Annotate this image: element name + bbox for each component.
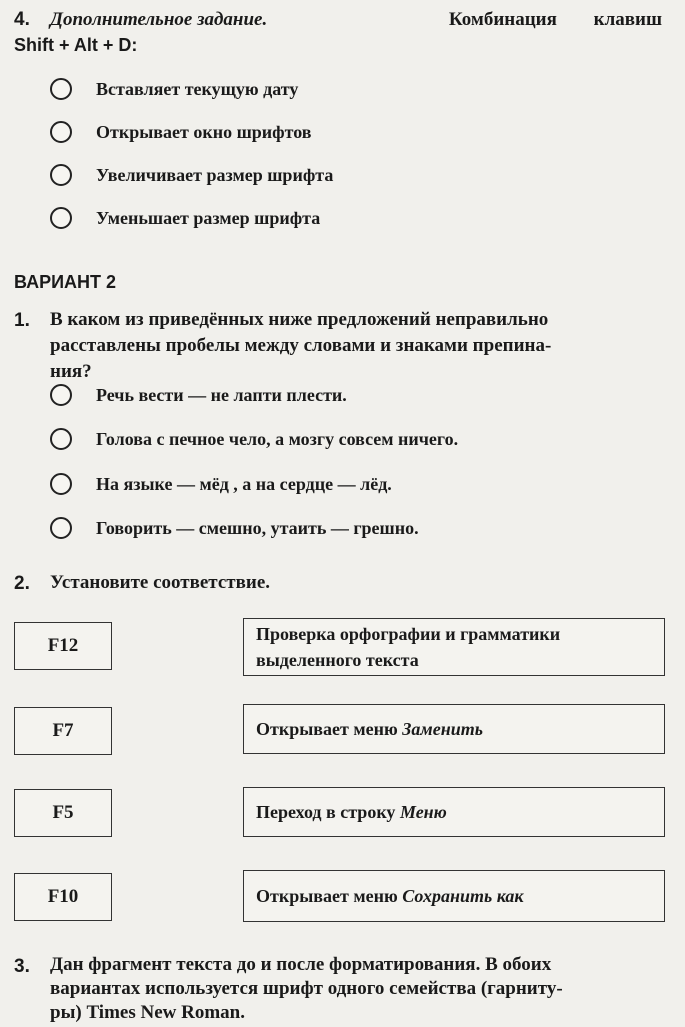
desc-line: Проверка орфографии и грамматики: [256, 624, 561, 644]
radio-button[interactable]: [50, 207, 72, 229]
radio-button[interactable]: [50, 164, 72, 186]
desc-italic: Заменить: [402, 719, 483, 739]
desc-box-1[interactable]: [243, 618, 665, 676]
q4-option-label: Увеличивает размер шрифта: [96, 164, 334, 185]
q1-option-label: Говорить — смешно, утаить — грешно.: [96, 517, 419, 538]
radio-button[interactable]: [50, 121, 72, 143]
q1-number: 1.: [14, 310, 30, 331]
radio-button[interactable]: [50, 384, 72, 406]
q1-option-2[interactable]: [50, 424, 458, 454]
desc-text: [256, 621, 560, 673]
q1-text-line: ния?: [50, 361, 92, 382]
radio-button[interactable]: [50, 78, 72, 100]
desc-line: выделенного текста: [256, 650, 419, 670]
q2-text: Установите соответствие.: [50, 572, 271, 593]
q4-option-3[interactable]: [50, 160, 333, 190]
key-f7-box[interactable]: F7: [14, 707, 112, 755]
q1-option-1[interactable]: [50, 380, 347, 410]
q1-option-label: Речь вести — не лапти плести.: [96, 384, 347, 405]
desc-italic: Меню: [399, 802, 447, 822]
desc-box-3[interactable]: [243, 787, 665, 837]
q1-option-label: На языке — мёд , а на сердце — лёд.: [96, 473, 392, 494]
q1-option-label: Голова с печное чело, а мозгу совсем ничего.: [96, 428, 459, 449]
q1-text-line: расставлены пробелы между словами и знаками препина-: [50, 335, 552, 356]
q4-option-1[interactable]: [50, 74, 298, 104]
q4-title-italic: Дополнительное задание.: [50, 9, 268, 30]
q3-text-line: ры) Times New Roman.: [50, 1002, 245, 1023]
q3-number: 3.: [14, 956, 30, 977]
q4-title: [50, 8, 662, 32]
q4-number: 4.: [14, 9, 30, 30]
desc-box-4[interactable]: [243, 870, 665, 922]
q4-option-label: Открывает окно шрифтов: [96, 121, 312, 142]
q1-option-3[interactable]: [50, 469, 392, 499]
q3-text-line: Дан фрагмент текста до и после форматирования. В обоих: [50, 954, 552, 975]
desc-italic: Сохранить как: [402, 886, 524, 906]
q1-option-4[interactable]: [50, 513, 419, 543]
q4-option-label: Уменьшает размер шрифта: [96, 207, 321, 228]
q4-option-2[interactable]: [50, 117, 311, 147]
key-f5-box[interactable]: F5: [14, 789, 112, 837]
desc-plain: Открывает меню: [256, 886, 403, 906]
desc-box-2[interactable]: [243, 704, 665, 754]
q4-keys: Shift + Alt + D:: [14, 35, 138, 55]
q1-text: [50, 307, 670, 385]
q4-option-label: Вставляет текущую дату: [96, 78, 299, 99]
q4-option-4[interactable]: [50, 203, 320, 233]
q4-title-rest: Комбинация клавиш: [448, 9, 662, 30]
desc-plain: Открывает меню: [256, 719, 403, 739]
radio-button[interactable]: [50, 517, 72, 539]
variant-title: ВАРИАНТ 2: [14, 272, 117, 292]
key-f12-box[interactable]: F12: [14, 622, 112, 670]
q1-text-line: В каком из приведённых ниже предложений неправильно: [50, 309, 549, 330]
key-f10-box[interactable]: F10: [14, 873, 112, 921]
desc-plain: Переход в строку: [256, 802, 400, 822]
radio-button[interactable]: [50, 473, 72, 495]
q3-text: [50, 953, 670, 1025]
q3-text-line: вариантах используется шрифт одного семейства (гарниту-: [50, 978, 563, 999]
radio-button[interactable]: [50, 428, 72, 450]
q2-number: 2.: [14, 573, 30, 594]
